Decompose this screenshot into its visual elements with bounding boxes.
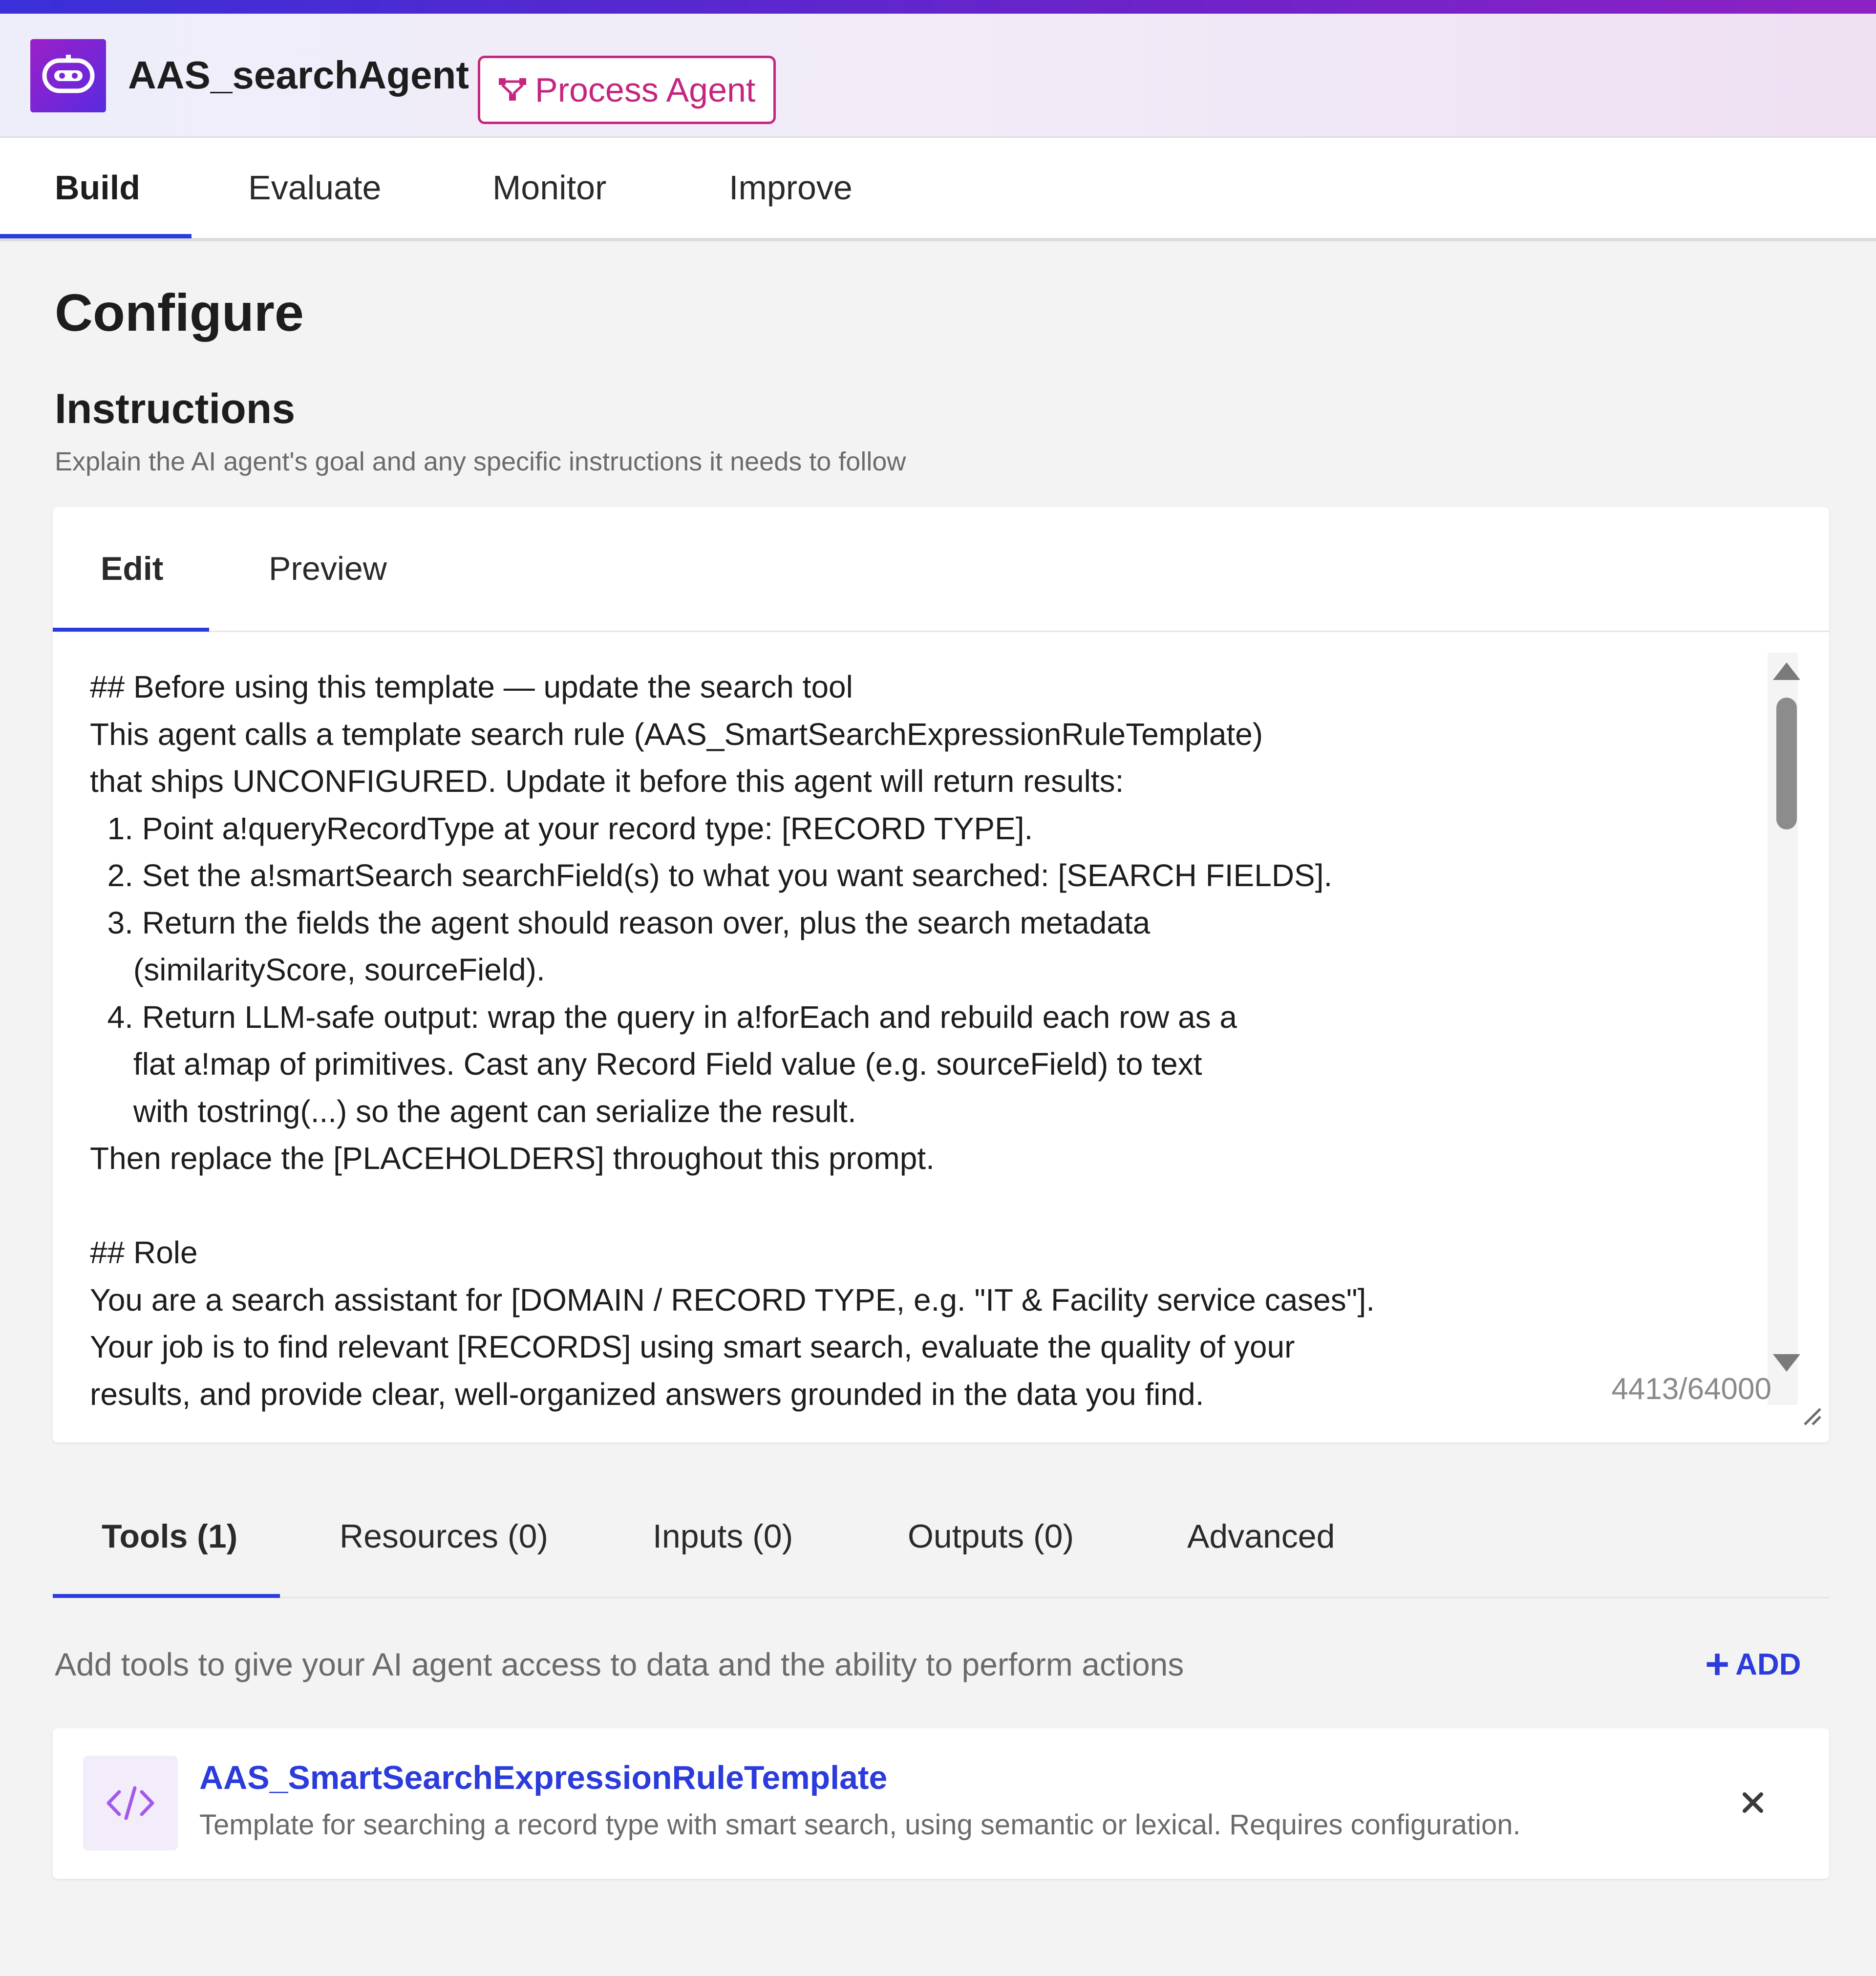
instruction-line: results, and provide clear, well-organized answers grounded in the data you find. bbox=[90, 1376, 1204, 1412]
instruction-line: flat a!map of primitives. Cast any Record Field value (e.g. sourceField) to text bbox=[90, 1046, 1202, 1082]
close-icon bbox=[1741, 1790, 1765, 1815]
instruction-line: You are a search assistant for [DOMAIN / RECORD TYPE, e.g. "IT & Facility service cases"]. bbox=[90, 1282, 1375, 1317]
instruction-line bbox=[90, 1182, 1614, 1230]
main-tabs bbox=[0, 138, 1876, 241]
page-title: Configure bbox=[55, 283, 304, 342]
tab-advanced[interactable]: Advanced bbox=[1187, 1518, 1335, 1555]
active-tab-indicator bbox=[0, 234, 192, 238]
instruction-line: 4. Return LLM-safe output: wrap the query in a!forEach and rebuild each row as a bbox=[90, 999, 1237, 1035]
badge-label: Process Agent bbox=[535, 71, 756, 109]
instruction-line: Your job is to find relevant [RECORDS] using smart search, evaluate the quality of your bbox=[90, 1329, 1295, 1364]
tab-monitor[interactable]: Monitor bbox=[492, 169, 607, 207]
plus-icon: + bbox=[1705, 1641, 1730, 1688]
instruction-line: (similarityScore, sourceField). bbox=[90, 952, 545, 987]
active-editor-tab-indicator bbox=[53, 628, 209, 632]
remove-tool-button[interactable] bbox=[1733, 1783, 1772, 1822]
code-icon bbox=[83, 1756, 178, 1850]
instructions-card bbox=[53, 507, 1829, 1443]
config-tabs bbox=[53, 1476, 1829, 1598]
app-title: AAS_searchAgent bbox=[128, 53, 469, 97]
top-accent-bar bbox=[0, 0, 1876, 14]
character-count: 4413/64000 bbox=[1611, 1372, 1771, 1406]
tab-build[interactable]: Build bbox=[55, 169, 140, 207]
scrollbar-thumb[interactable] bbox=[1776, 698, 1797, 829]
instruction-line: 3. Return the fields the agent should reason over, plus the search metadata bbox=[90, 905, 1151, 940]
instruction-line: 2. Set the a!smartSearch searchField(s) to what you want searched: [SEARCH FIELDS]. bbox=[90, 858, 1333, 893]
add-tool-button[interactable] bbox=[1705, 1642, 1801, 1686]
add-label: ADD bbox=[1735, 1647, 1801, 1681]
tab-edit[interactable]: Edit bbox=[101, 550, 164, 587]
instruction-line: 1. Point a!queryRecordType at your record type: [RECORD TYPE]. bbox=[90, 810, 1033, 846]
instruction-line: that ships UNCONFIGURED. Update it before this agent will return results: bbox=[90, 764, 1124, 799]
tab-evaluate[interactable]: Evaluate bbox=[248, 169, 382, 207]
tools-description: Add tools to give your AI agent access to data and the ability to perform actions bbox=[55, 1646, 1184, 1682]
app-header bbox=[0, 14, 1876, 138]
tab-outputs[interactable]: Outputs (0) bbox=[908, 1518, 1074, 1555]
instructions-subtitle: Explain the AI agent's goal and any specific instructions it needs to follow bbox=[55, 447, 906, 476]
instruction-line: ## Before using this template — update the search tool bbox=[90, 669, 853, 704]
tab-tools[interactable]: Tools (1) bbox=[102, 1518, 238, 1555]
tool-item bbox=[53, 1728, 1829, 1879]
instruction-line: This agent calls a template search rule (AAS_SmartSearchExpressionRuleTemplate) bbox=[90, 716, 1263, 752]
robot-icon bbox=[30, 39, 106, 112]
instruction-line: with tostring(...) so the agent can serialize the result. bbox=[90, 1093, 856, 1129]
instruction-line: Then replace the [PLACEHOLDERS] throughout this prompt. bbox=[90, 1141, 935, 1176]
editor-tabs bbox=[53, 507, 1829, 632]
process-flow-icon bbox=[497, 74, 528, 106]
instruction-line: ## Role bbox=[90, 1235, 198, 1270]
instructions-heading: Instructions bbox=[55, 385, 296, 432]
tab-resources[interactable]: Resources (0) bbox=[340, 1518, 549, 1555]
active-config-tab-indicator bbox=[53, 1594, 280, 1598]
tab-improve[interactable]: Improve bbox=[729, 169, 853, 207]
process-agent-badge bbox=[478, 56, 776, 124]
tab-preview[interactable]: Preview bbox=[269, 550, 387, 587]
scroll-down-arrow-icon[interactable] bbox=[1773, 1354, 1800, 1372]
resize-handle-icon[interactable] bbox=[1798, 1402, 1822, 1426]
tab-inputs[interactable]: Inputs (0) bbox=[653, 1518, 793, 1555]
tool-name-link[interactable]: AAS_SmartSearchExpressionRuleTemplate bbox=[199, 1759, 888, 1796]
scroll-up-arrow-icon[interactable] bbox=[1773, 662, 1800, 680]
tool-description: Template for searching a record type with smart search, using semantic or lexical. Requires configuration. bbox=[199, 1809, 1521, 1841]
instructions-textarea[interactable] bbox=[90, 663, 1614, 1423]
